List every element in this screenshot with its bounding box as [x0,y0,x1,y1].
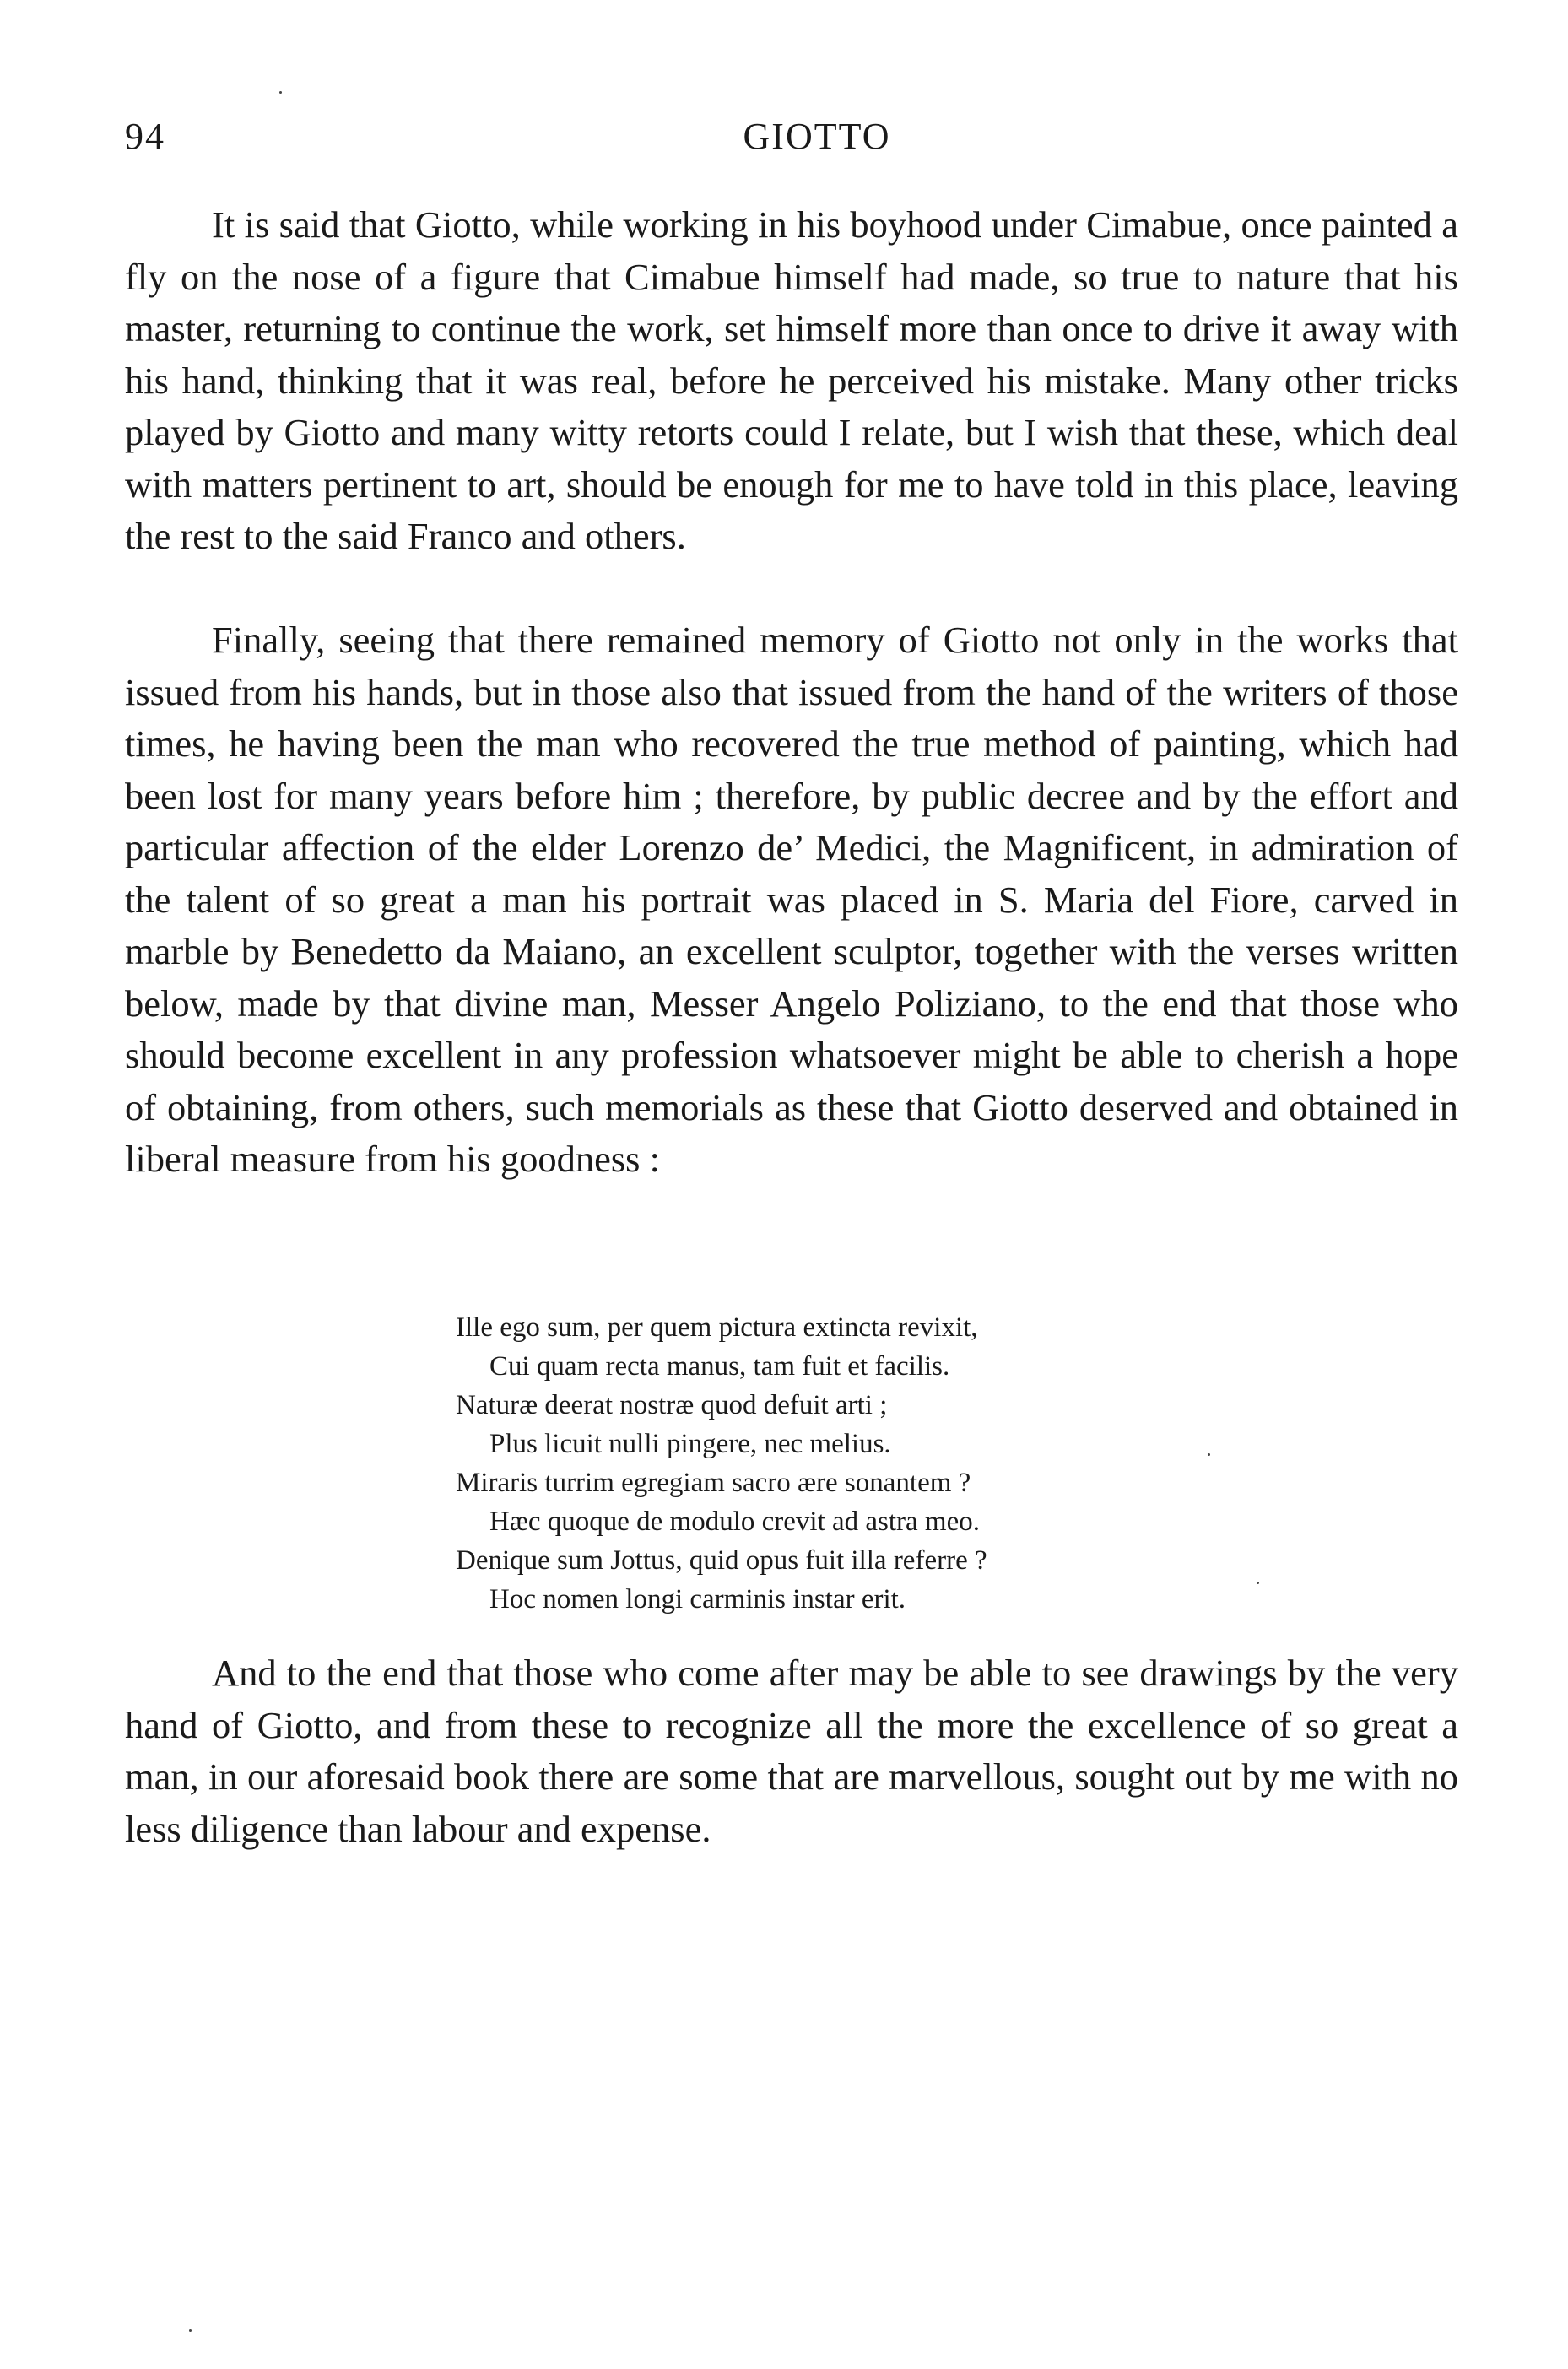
verse-line: Denique sum Jottus, quid opus fuit illa referre ? [456,1545,987,1576]
paper-speck [1257,1582,1259,1584]
running-head [125,111,1458,162]
verse-line: Miraris turrim egregiam sacro ære sonantem ? [456,1468,971,1498]
running-title: GIOTTO [743,116,891,157]
verse-line: Naturæ deerat nostræ quod defuit arti ; [456,1390,888,1420]
paragraph-portrait-memorial [125,614,1458,1186]
verse-line: Ille ego sum, per quem pictura extincta revixit, [456,1312,978,1343]
paragraph-text: Finally, seeing that there remained memory of Giotto not only in the works that issued from his hands, but in those also that issued from the hand of the writers of those times, he having been the man who recovered the true method of painting, which had been lost for many years before him ; therefore, by public decree and by the effort and particular affection of the elder Lorenzo de’ Medici, the Magnificent, in admiration of the talent of so great a man his portrait was placed in S. Maria del Fiore, carved in marble by Benedetto da Maiano, an excellent sculptor, together with the verses written below, made by that divine man, Messer Angelo Poliziano, to the end that those who should become excellent in any profession whatsoever might be able to cherish a hope of obtaining, from others, such memorials as these that Giotto deserved and obtained in liberal measure from his goodness : [125,619,1458,1180]
paragraph-fly-anecdote [125,199,1458,563]
paper-speck [279,91,282,94]
paper-speck [1208,1453,1210,1456]
paper-speck [189,2329,192,2332]
verse-line: Cui quam recta manus, tam fuit et facilis. [489,1351,950,1382]
page-number: 94 [125,116,165,157]
paragraph-drawings [125,1647,1458,1855]
verse-line: Hæc quoque de modulo crevit ad astra meo. [489,1506,980,1537]
paragraph-text: It is said that Giotto, while working in his boyhood under Cimabue, once painted a fly on the nose of a figure that Cimabue himself had made, so true to nature that his master, returning to continue the work, set himself more than once to drive it away with his hand, thinking that it was real, before he perceived his mistake. Many other tricks played by Giotto and many witty retorts could I relate, but I wish that these, which deal with matters pertinent to art, should be enough for me to have told in this place, leaving the rest to the said Franco and others. [125,203,1458,557]
latin-epitaph-verse [456,1308,1215,1619]
verse-line: Hoc nomen longi carminis instar erit. [489,1584,906,1614]
paragraph-text: And to the end that those who come after may be able to see drawings by the very hand of Giotto, and from these to recognize all the more the excellence of so great a man, in our aforesaid book there are some that are marvellous, sought out by me with no less diligence than labour and expense. [125,1652,1458,1850]
verse-line: Plus licuit nulli pingere, nec melius. [489,1429,891,1459]
